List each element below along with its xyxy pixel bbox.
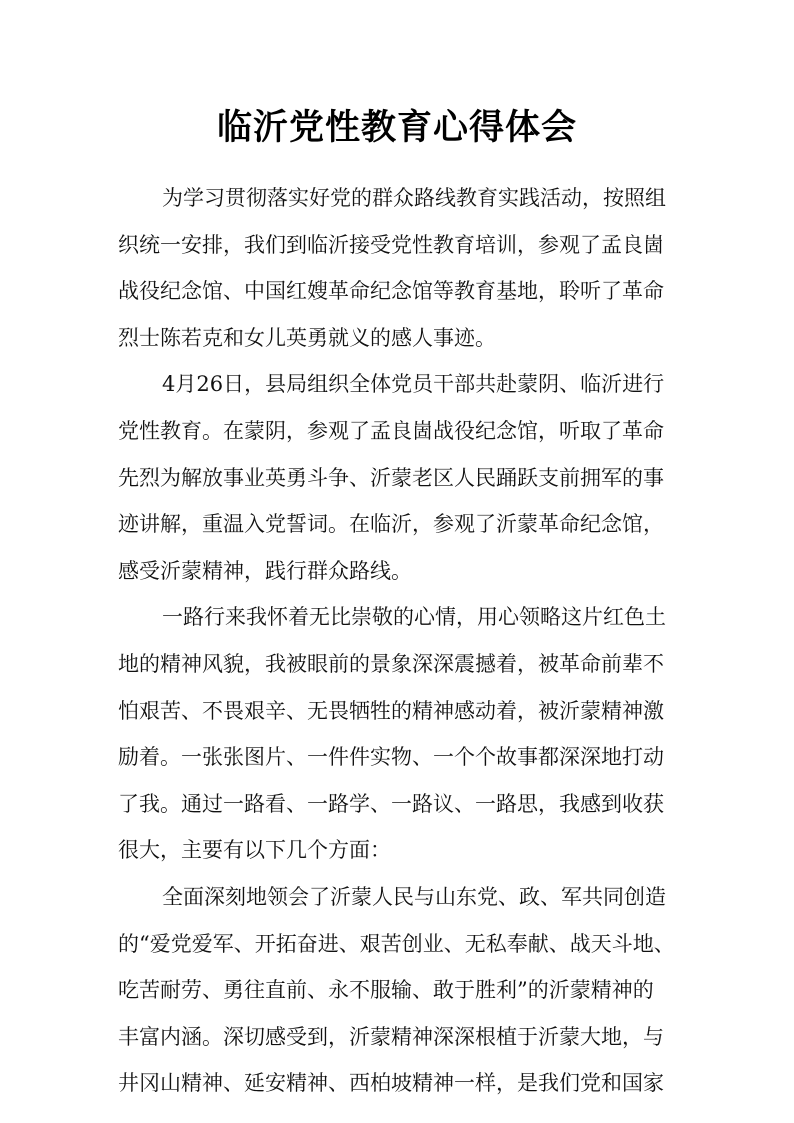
paragraph-2 <box>118 361 698 594</box>
paragraph-3 <box>118 594 698 874</box>
paragraph-line: 战役纪念馆、中国红嫂革命纪念馆等教育基地，聆听了革命 <box>118 279 664 304</box>
paragraph-line: 很大，主要有以下几个方面： <box>118 838 391 863</box>
paragraph-line: 地的精神风貌，我被眼前的景象深深震撼着，被革命前辈不 <box>118 651 664 676</box>
paragraph-line: 怕艰苦、不畏艰辛、无畏牺牲的精神感动着，被沂蒙精神激 <box>118 698 664 723</box>
paragraph-line: 全面深刻地领会了沂蒙人民与山东党、政、军共同创造 <box>162 884 666 909</box>
paragraph-line: 党性教育。在蒙阴，参观了孟良崮战役纪念馆，听取了革命 <box>118 418 664 443</box>
paragraph-line: 4月26日，县局组织全体党员干部共赴蒙阴、临沂进行 <box>162 372 665 397</box>
paragraph-line: 迹讲解，重温入党誓词。在临沂，参观了沂蒙革命纪念馆， <box>118 512 664 537</box>
paragraph-line: 吃苦耐劳、勇往直前、永不服输、敢于胜利”的沂蒙精神的 <box>118 978 654 1003</box>
paragraph-4 <box>118 874 698 1107</box>
paragraph-line: 的“爱党爱军、开拓奋进、艰苦创业、无私奉献、战天斗地、 <box>118 931 675 956</box>
paragraph-line: 了我。通过一路看、一路学、一路议、一路思，我感到收获 <box>118 791 664 816</box>
paragraph-line: 丰富内涵。深切感受到，沂蒙精神深深根植于沂蒙大地，与 <box>118 1024 664 1049</box>
paragraph-line: 为学习贯彻落实好党的群众路线教育实践活动，按照组 <box>162 186 666 210</box>
paragraph-line: 励着。一张张图片、一件件实物、一个个故事都深深地打动 <box>118 745 664 770</box>
paragraph-line: 感受沂蒙精神，践行群众路线。 <box>118 558 412 583</box>
document-body <box>118 175 698 1107</box>
paragraph-line: 一路行来我怀着无比崇敬的心情，用心领略这片红色土 <box>162 605 666 630</box>
paragraph-line: 织统一安排，我们到临沂接受党性教育培训，参观了孟良崮 <box>118 232 664 257</box>
paragraph-line: 先烈为解放事业英勇斗争、沂蒙老区人民踊跃支前拥军的事 <box>118 465 664 490</box>
document-title: 临沂党性教育心得体会 <box>216 107 577 148</box>
paragraph-line: 烈士陈若克和女儿英勇就义的感人事迹。 <box>118 325 496 350</box>
paragraph-1 <box>118 175 698 361</box>
paragraph-line: 井冈山精神、延安精神、西柏坡精神一样，是我们党和国家 <box>118 1071 664 1096</box>
